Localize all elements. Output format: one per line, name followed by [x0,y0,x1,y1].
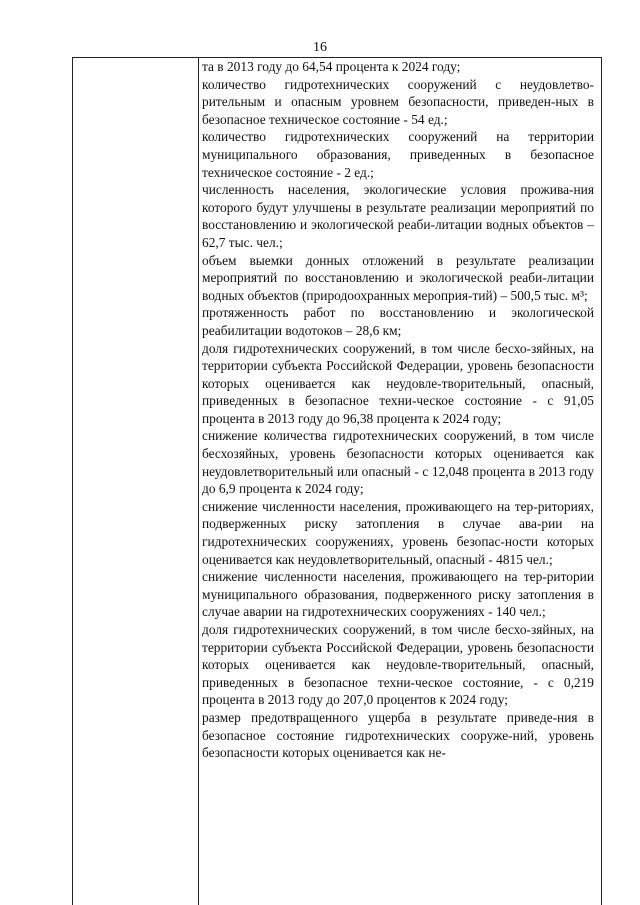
indicator-item: численность населения, экологические условия прожива-ния которого будут улучшены в результате реализации мероприятий по восстановлению и экологической реаби-литации водных объектов – 62,7 тыс. чел.; [202,182,594,250]
indicator-item: снижение количества гидротехнических сооружений, в том числе бесхозяйных, уровень безопасности которых оценивается как неудовлетворительный или опасный - с 12,048 процента в 2013 году до 6,9 процента к 2024 году; [202,428,594,497]
indicators-cell [202,58,594,762]
indicator-item: объем выемки донных отложений в результате реализации мероприятий по восстановлению и экологической реаби-литации водных объектов (природоохранных мероприя-тий) – 500,5 тыс. м³; [202,252,594,303]
column-divider [198,57,199,905]
indicator-item: та в 2013 году до 64,54 процента к 2024 году; [202,59,461,74]
page-number: 16 [313,40,327,55]
indicator-item: размер предотвращенного ущерба в результате приведе-ния в безопасное состояние гидротехнических сооруже-ний, уровень безопасности которых оценивается как не- [202,709,594,761]
indicator-item: доля гидротехнических сооружений, в том числе бесхо-зяйных, на территории субъекта Российской Федерации, уровень безопасности которых оценивается как неудовле-творительный, опасный, приведенных в безопасное техни-ческое состояние, - с 0,219 процента в 2013 году до 207,0 процентов к 2024 году; [202,622,594,708]
indicator-item: снижение численности населения, проживающего на тер-ритории муниципального образования, подверженного риску затопления в случае аварии на гидротехнических сооружениях - 140 чел.; [202,569,594,620]
indicator-item: доля гидротехнических сооружений, в том числе бесхо-зяйных, на территории субъекта Российской Федерации, уровень безопасности которых оценивается как неудовле-творительный, опасный, приведенных в безопасное техни-ческое состояние - с 91,05 процента в 2013 году до 96,38 процента к 2024 году; [202,340,594,426]
indicator-item: снижение численности населения, проживающего на тер-риториях, подверженных риску затопления в случае ава-рии на гидротехнических сооружениях, уровень безопас-ности которых оценивается как неудовлетворительный, опасный - 4815 чел.; [202,498,594,567]
indicator-item: количество гидротехнических сооружений с неудовлетво-рительным и опасным уровнем безопасности, приведен-ных в безопасное техническое состояние - 54 ед.; [202,76,594,127]
indicator-item: протяженность работ по восстановлению и экологической реабилитации водотоков – 28,6 км; [202,305,594,338]
indicator-item: количество гидротехнических сооружений на территории муниципального образования, приведенных в безопасное техническое состояние - 2 ед.; [202,129,594,180]
